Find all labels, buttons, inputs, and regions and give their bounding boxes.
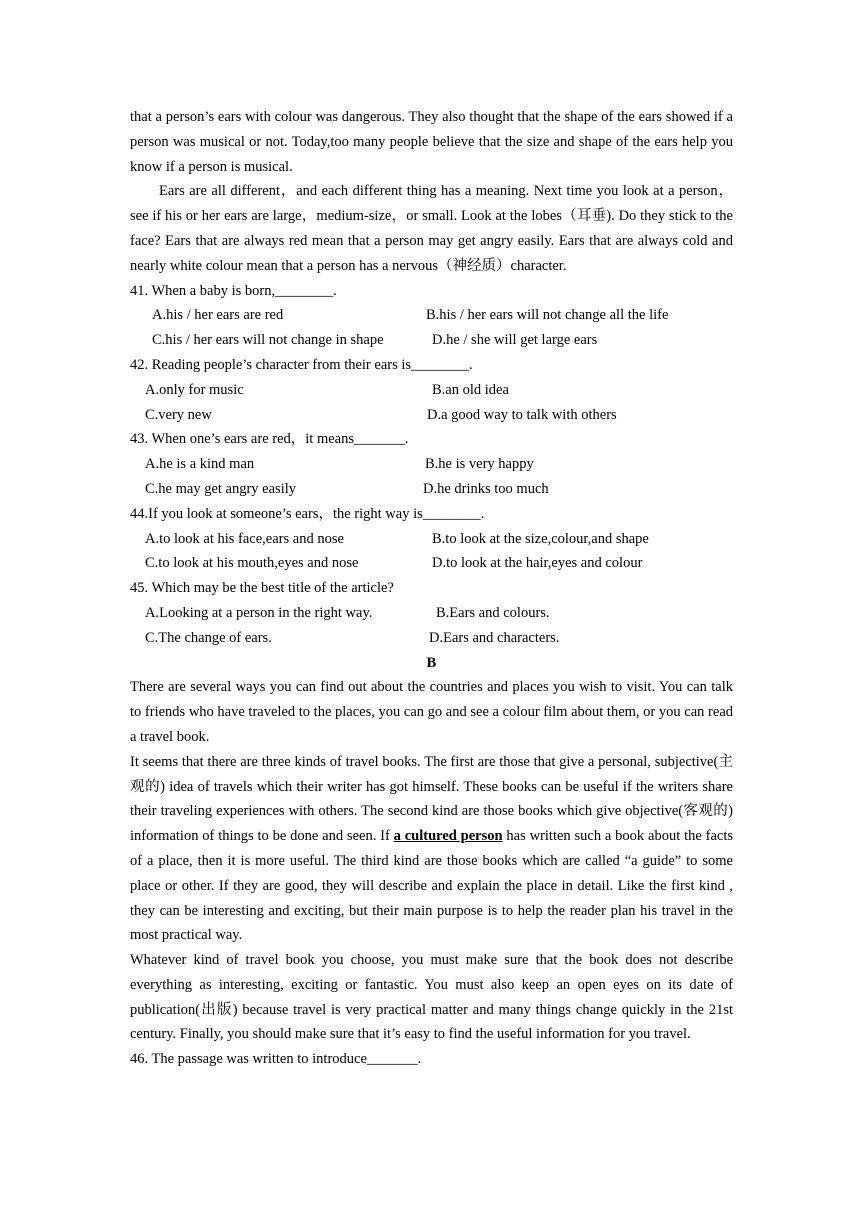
question-42-option-b: B.an old idea	[432, 381, 509, 398]
question-43-option-c: C.he may get angry easily	[145, 480, 296, 497]
passage-b-paragraph-2	[130, 750, 733, 948]
question-44-option-d: D.to look at the hair,eyes and colour	[432, 555, 643, 572]
underlined-phrase: a cultured person	[393, 828, 503, 845]
question-41-option-a: A.his / her ears are red	[152, 307, 284, 324]
question-45-option-c: C.The change of ears.	[145, 629, 272, 646]
question-45-options-row-2	[130, 626, 733, 651]
question-42-option-a: A.only for music	[145, 381, 244, 398]
question-45-stem: 45. Which may be the best title of the article?	[130, 580, 394, 597]
question-44-option-a: A.to look at his face,ears and nose	[145, 530, 344, 547]
question-41-options-row-1	[130, 303, 733, 328]
question-43-option-b: B.he is very happy	[425, 456, 534, 473]
document-page	[130, 105, 733, 1072]
question-44-stem: 44.If you look at someone’s ears，the right way is________.	[130, 505, 485, 522]
question-42-option-d: D.a good way to talk with others	[427, 406, 617, 423]
question-41-option-d: D.he / she will get large ears	[432, 332, 598, 349]
question-43-options-row-2	[130, 477, 733, 502]
question-41-option-c: C.his / her ears will not change in shape	[152, 332, 384, 349]
section-b-heading: B	[426, 654, 437, 671]
question-43-stem: 43. When one’s ears are red，it means_______.	[130, 431, 409, 448]
question-46-stem: 46. The passage was written to introduce_______.	[130, 1051, 422, 1068]
question-43-option-d: D.he drinks too much	[423, 480, 549, 497]
question-41-option-b: B.his / her ears will not change all the life	[426, 307, 669, 324]
question-42-stem: 42. Reading people’s character from their ears is________.	[130, 356, 473, 373]
passage-a-paragraph-1: that a person’s ears with colour was dangerous. They also thought that the shape of the ears showed if a person was musical or not. Today,too many people believe that the size and shape of the ears help you know if a person is musical.	[130, 109, 733, 175]
question-44-option-b: B.to look at the size,colour,and shape	[432, 530, 649, 547]
passage-a-paragraph-2: Ears are all different，and each different thing has a meaning. Next time you look at a person，see if his or her ears are large，medium-size，or small. Look at the lobes（耳垂). Do they stick to the face? Ears that are always red mean that a person may get angry easily. Ears that are always cold and nearly white colour mean that a person has a nervous（神经质）character.	[130, 183, 733, 274]
question-42-options-row-2	[130, 403, 733, 428]
question-42-options-row-1	[130, 378, 733, 403]
question-41-stem: 41. When a baby is born,________.	[130, 282, 337, 299]
question-45-options-row-1	[130, 601, 733, 626]
passage-b-paragraph-3: Whatever kind of travel book you choose, you must make sure that the book does not describe everything as interesting, exciting or fantastic. You must also keep an open eyes on its date of publication(出版) because travel is very practical matter and many things change quickly in the 21st century. Finally, you should make sure that it’s easy to find the useful information for you travel.	[130, 952, 733, 1043]
question-44-options-row-1	[130, 527, 733, 552]
question-42-option-c: C.very new	[145, 406, 212, 423]
question-45-option-a: A.Looking at a person in the right way.	[145, 604, 373, 621]
passage-b-paragraph-2-text-after: has written such a book about the facts of a place, then it is more useful. The third kind are those books which are called “a guide” to some place or other. If they are good, they will describe and explain the place in detail. Like the first kind , they can be interesting and exciting, but their main purpose is to help the reader plan his travel in the most practical way.	[130, 828, 733, 944]
question-41-options-row-2	[130, 328, 733, 353]
question-45-option-b: B.Ears and colours.	[436, 604, 550, 621]
passage-b-paragraph-2-text-before: It seems that there are three kinds of travel books. The first are those that give a personal, subjective(主观的) idea of travels which their writer has got himself. These books can be useful if the writers share their traveling experiences with others. The second kind are those books which give objective(客观的) information of things to be done and seen. If	[130, 753, 733, 845]
question-44-option-c: C.to look at his mouth,eyes and nose	[145, 555, 359, 572]
question-44-options-row-2	[130, 551, 733, 576]
question-43-option-a: A.he is a kind man	[145, 456, 255, 473]
question-43-options-row-1	[130, 452, 733, 477]
question-45-option-d: D.Ears and characters.	[429, 629, 560, 646]
passage-b-paragraph-1: There are several ways you can find out about the countries and places you wish to visit. You can talk to friends who have traveled to the places, you can go and see a colour film about them, or you can read a travel book.	[130, 679, 733, 745]
